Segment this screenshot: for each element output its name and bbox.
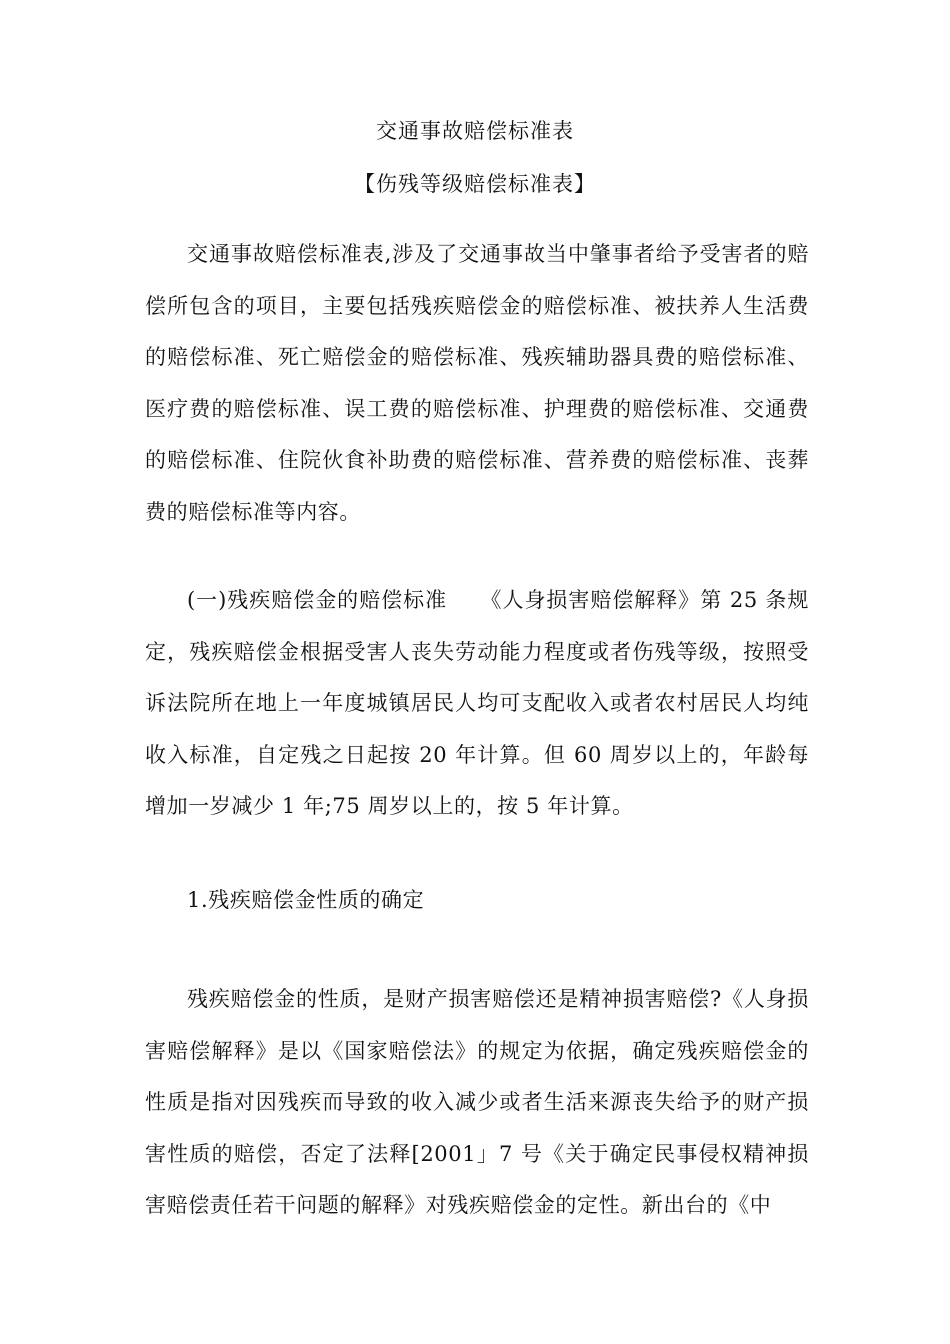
section-heading-nature: 1.残疾赔偿金性质的确定 [187, 888, 425, 912]
paragraph-disability-compensation-standard: (一)残疾赔偿金的赔偿标准 《人身损害赔偿解释》第 25 条规定，残疾赔偿金根据受害人丧失劳动能力程度或者伤残等级，按照受诉法院所在地上一年度城镇居民人均可支配收入或者农村居民人均纯收入标准，自定残之日起按 20 年计算。但 60 周岁以上的，年龄每增加一岁减少 1 年;75 周岁以上的，按 5 年计算。 [145, 588, 809, 818]
document-subtitle: 【伤残等级赔偿标准表】 [354, 172, 596, 196]
document-title: 交通事故赔偿标准表 [376, 119, 574, 143]
paragraph-intro: 交通事故赔偿标准表,涉及了交通事故当中肇事者给予受害者的赔偿所包含的项目，主要包括残疾赔偿金的赔偿标准、被扶养人生活费的赔偿标准、死亡赔偿金的赔偿标准、残疾辅助器具费的赔偿标准、医疗费的赔偿标准、误工费的赔偿标准、护理费的赔偿标准、交通费的赔偿标准、住院伙食补助费的赔偿标准、营养费的赔偿标准、丧葬费的赔偿标准等内容。 [145, 242, 809, 524]
paragraph-nature-of-compensation: 残疾赔偿金的性质，是财产损害赔偿还是精神损害赔偿?《人身损害赔偿解释》是以《国家赔偿法》的规定为依据，确定残疾赔偿金的性质是指对因残疾而导致的收入减少或者生活来源丧失给予的财产损害性质的赔偿，否定了法释[2001」7 号《关于确定民事侵权精神损害赔偿责任若干问题的解释》对残疾赔偿金的定性。新出台的《中 [145, 987, 809, 1217]
